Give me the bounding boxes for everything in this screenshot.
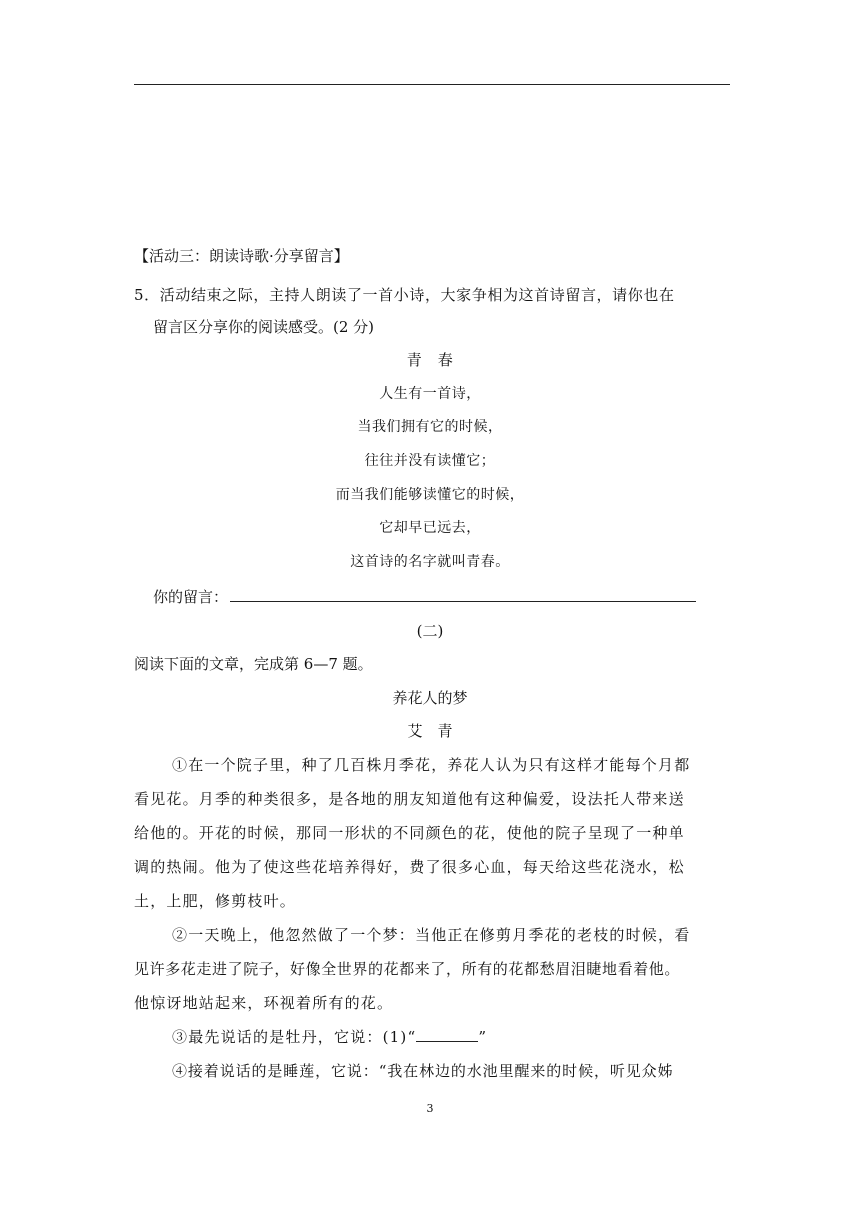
article-line: ②一天晚上，他忽然做了一个梦：当他正在修剪月季花的老枝的时候，看 xyxy=(172,926,691,944)
article-line: 调的热闹。他为了使这些花培养得好，费了很多心血，每天给这些花浇水，松 xyxy=(134,858,685,876)
article-line: 给他的。开花的时候，那同一形状的不同颜色的花，使他的院子呈现了一种单 xyxy=(134,824,685,842)
article-line: 看见花。月季的种类很多，是各地的朋友知道他有这种偏爱，设法托人带来送 xyxy=(134,790,685,808)
article-line: ④接着说话的是睡莲，它说：“我在林边的水池里醒来的时候，听见众姊 xyxy=(172,1062,674,1080)
section-marker: (二) xyxy=(416,622,444,640)
poem-line: 它却早已远去， xyxy=(379,520,481,536)
poem-line: 当我们拥有它的时候， xyxy=(357,419,503,435)
poem-title: 青 春 xyxy=(406,351,454,369)
poem-line: 人生有一首诗， xyxy=(379,386,481,402)
article-line: 他惊讶地站起来，环视着所有的花。 xyxy=(134,994,394,1012)
article-line: ③最先说话的是牡丹，它说：(1)“ xyxy=(172,1028,417,1046)
poem-line: 而当我们能够读懂它的时候， xyxy=(335,487,525,503)
poem-line: 往往并没有读懂它； xyxy=(364,453,496,469)
article-line-blank xyxy=(172,1026,487,1047)
answer-blank-line[interactable] xyxy=(230,587,696,602)
instruction-text: 阅读下面的文章，完成第 6—7 题。 xyxy=(134,655,373,673)
poem-line: 这首诗的名字就叫青春。 xyxy=(350,554,510,570)
article-title: 养花人的梦 xyxy=(392,689,468,707)
page-number: 3 xyxy=(426,1102,434,1115)
quote-close: ” xyxy=(478,1028,488,1046)
fill-in-blank[interactable] xyxy=(416,1027,478,1042)
activity-heading: 【活动三：朗读诗歌·分享留言】 xyxy=(134,247,349,265)
article-line: 土，上肥，修剪枝叶。 xyxy=(134,892,297,910)
header-rule xyxy=(134,84,730,85)
question-5-line-1: 5．活动结束之际，主持人朗读了一首小诗，大家争相为这首诗留言，请你也在 xyxy=(134,286,675,304)
article-line: ①在一个院子里，种了几百株月季花，养花人认为只有这样才能每个月都 xyxy=(172,756,691,774)
answer-row xyxy=(153,586,696,607)
article-line: 见许多花走进了院子，好像全世界的花都来了，所有的花都愁眉泪睫地看着他。 xyxy=(134,960,681,978)
article-author: 艾 青 xyxy=(407,722,453,740)
answer-label: 你的留言： xyxy=(153,588,229,606)
question-5-line-2: 留言区分享你的阅读感受。(2 分) xyxy=(153,318,375,336)
